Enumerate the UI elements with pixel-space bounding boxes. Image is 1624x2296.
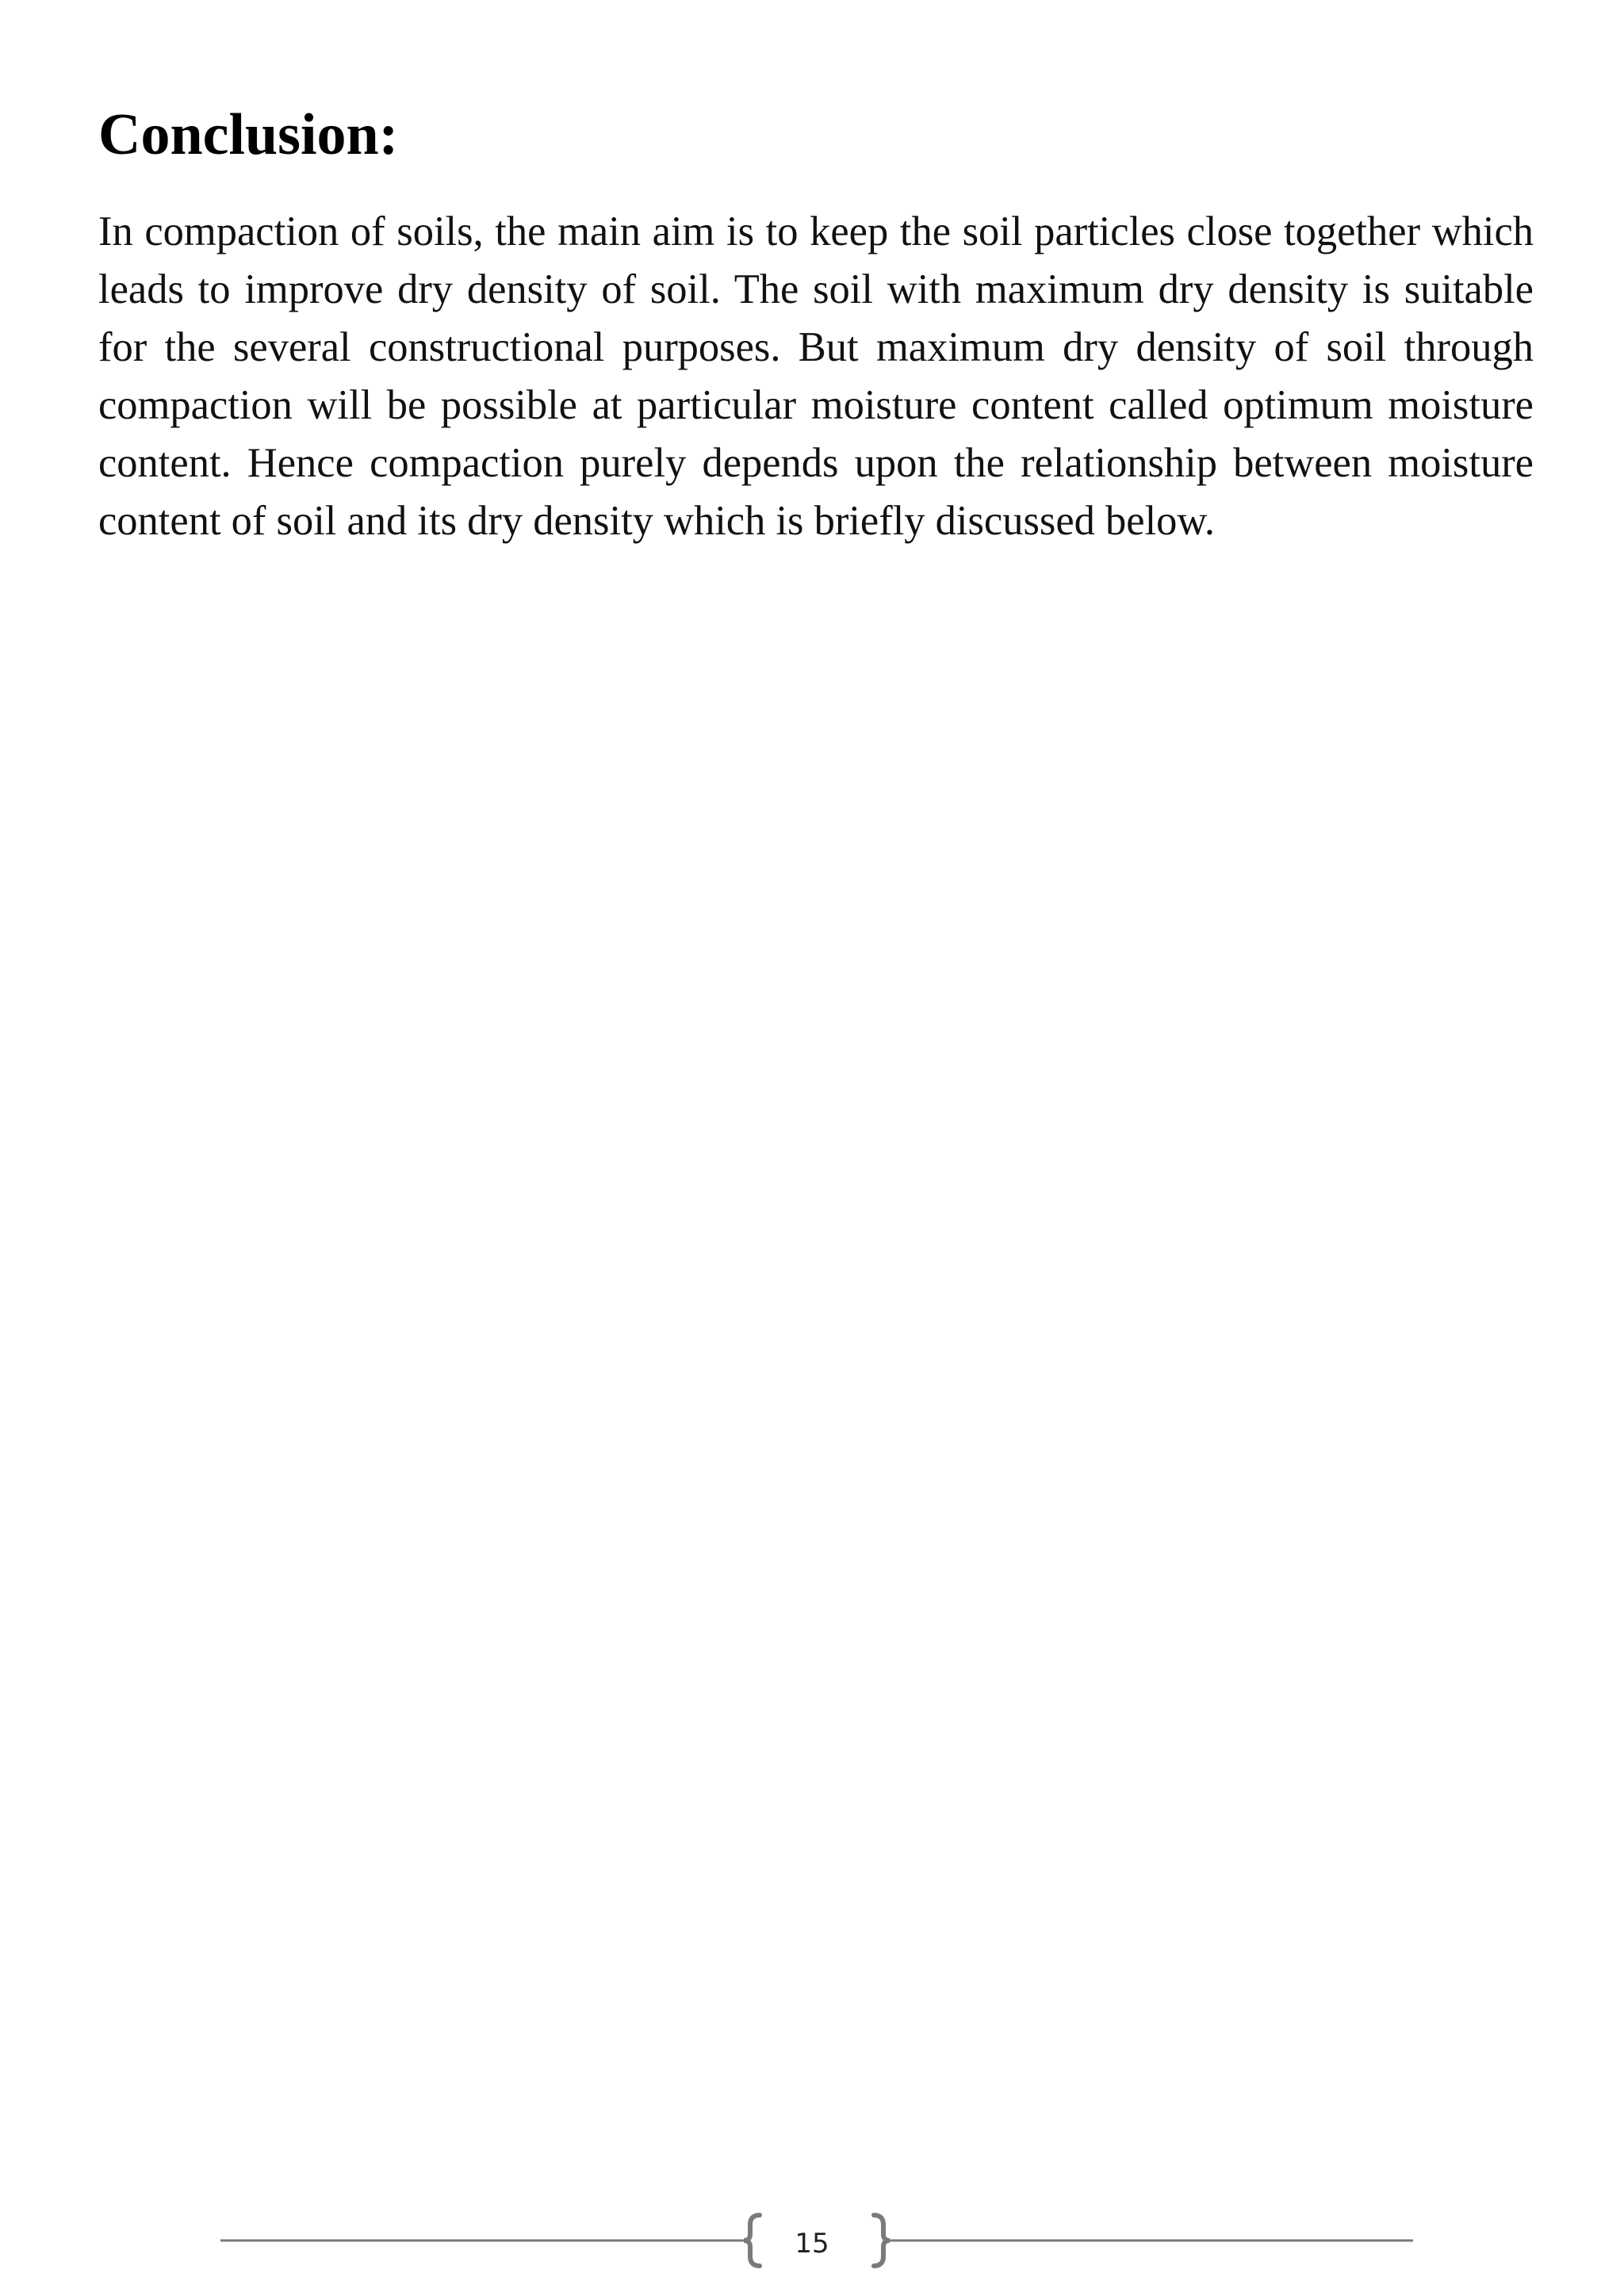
conclusion-paragraph: In compaction of soils, the main aim is to keep the soil particles close together which leads to improve dry density of soil. The soil with maximum dry density is suitable for the several constructional purposes. But maximum dry density of soil through compaction will be possible at particular moisture content called optimum moisture content. Hence compaction purely depends upon the relationship between moisture content of soil and its dry density which is briefly discussed below. — [98, 209, 1534, 544]
page-number: 15 — [795, 2228, 829, 2260]
section-heading: Conclusion: — [98, 102, 399, 167]
right-brace-icon — [874, 2215, 890, 2266]
left-brace-icon — [744, 2215, 760, 2266]
